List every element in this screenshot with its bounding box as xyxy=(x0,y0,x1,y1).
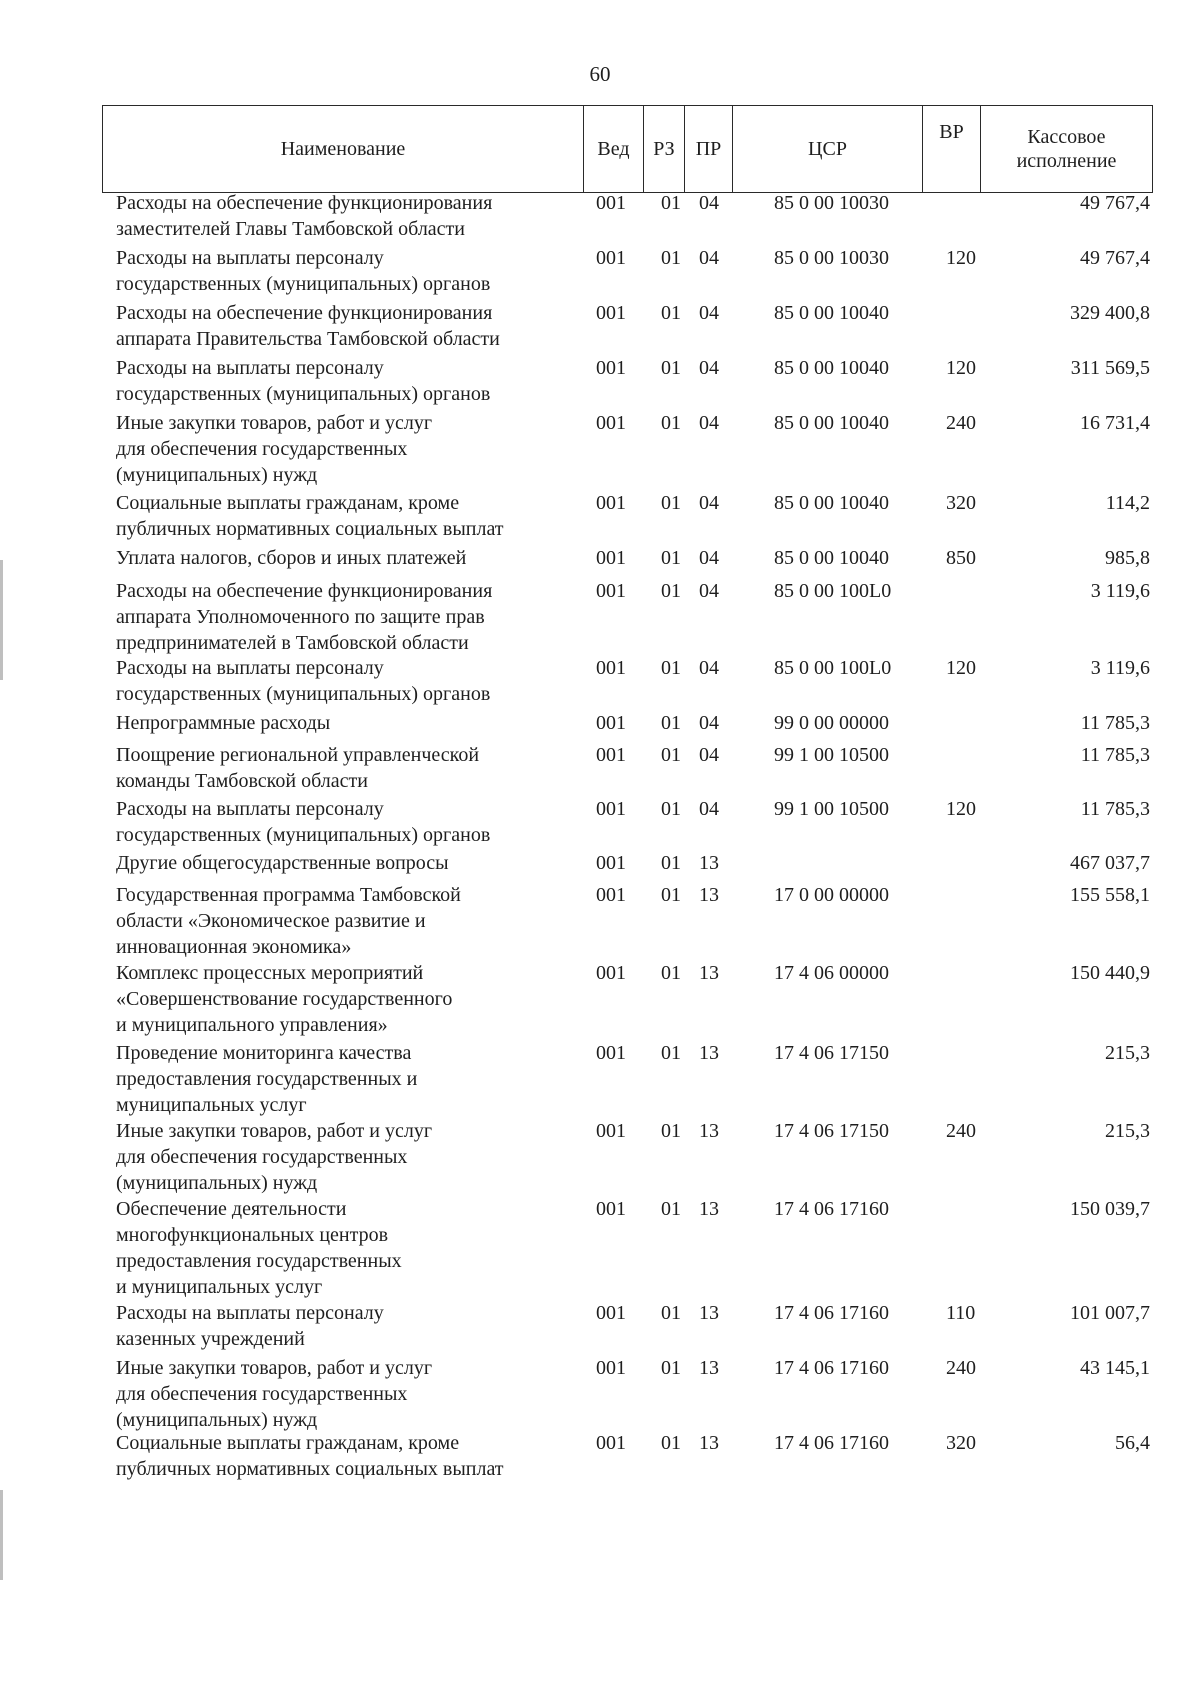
cell-csr: 17 0 00 00000 xyxy=(774,884,889,906)
cell-ved: 001 xyxy=(596,712,626,734)
cell-pr: 13 xyxy=(699,1120,719,1142)
cell-ved: 001 xyxy=(596,492,626,514)
cell-sum: 101 007,7 xyxy=(1070,1302,1150,1324)
cell-rz: 01 xyxy=(661,712,681,734)
cell-pr: 13 xyxy=(699,1432,719,1454)
cell-sum: 215,3 xyxy=(1105,1042,1150,1064)
header-vr: ВР xyxy=(923,106,981,193)
cell-rz: 01 xyxy=(661,798,681,820)
cell-sum: 467 037,7 xyxy=(1070,852,1150,874)
cell-name: Поощрение региональной управленческой команды Тамбовской области xyxy=(116,744,480,792)
cell-pr: 13 xyxy=(699,884,719,906)
cell-ved: 001 xyxy=(596,657,626,679)
cell-ved: 001 xyxy=(596,1357,626,1379)
cell-pr: 04 xyxy=(699,547,719,569)
cell-pr: 13 xyxy=(699,1198,719,1220)
cell-pr: 04 xyxy=(699,580,719,602)
cell-name: Другие общегосударственные вопросы xyxy=(116,852,449,874)
cell-rz: 01 xyxy=(661,657,681,679)
cell-ved: 001 xyxy=(596,547,626,569)
cell-name: Проведение мониторинга качества предоставления государственных и муниципальных услуг xyxy=(116,1042,418,1116)
cell-sum: 155 558,1 xyxy=(1070,884,1150,906)
cell-sum: 43 145,1 xyxy=(1080,1357,1150,1379)
cell-pr: 04 xyxy=(699,412,719,434)
cell-csr: 85 0 00 10040 xyxy=(774,492,889,514)
cell-ved: 001 xyxy=(596,744,626,766)
cell-pr: 13 xyxy=(699,1357,719,1379)
cell-ved: 001 xyxy=(596,580,626,602)
cell-pr: 13 xyxy=(699,852,719,874)
cell-rz: 01 xyxy=(661,357,681,379)
cell-sum: 114,2 xyxy=(1105,492,1150,514)
cell-name: Расходы на выплаты персоналу государственных (муниципальных) органов xyxy=(116,798,491,846)
cell-csr: 17 4 06 17160 xyxy=(774,1432,889,1454)
header-sum: Кассовое исполнение xyxy=(981,106,1153,193)
cell-sum: 311 569,5 xyxy=(1070,357,1150,379)
cell-rz: 01 xyxy=(661,547,681,569)
cell-pr: 04 xyxy=(699,357,719,379)
header-rz: РЗ xyxy=(644,106,685,193)
cell-rz: 01 xyxy=(661,1357,681,1379)
cell-pr: 04 xyxy=(699,798,719,820)
cell-sum: 49 767,4 xyxy=(1080,192,1150,214)
cell-sum: 985,8 xyxy=(1105,547,1150,569)
cell-vr: 120 xyxy=(946,247,976,269)
header-name: Наименование xyxy=(103,106,584,193)
cell-rz: 01 xyxy=(661,1120,681,1142)
cell-vr: 240 xyxy=(946,1120,976,1142)
cell-vr: 120 xyxy=(946,357,976,379)
scan-edge-mark xyxy=(0,1490,3,1580)
header-pr: ПР xyxy=(685,106,733,193)
cell-pr: 04 xyxy=(699,302,719,324)
cell-csr: 85 0 00 10040 xyxy=(774,357,889,379)
cell-csr: 85 0 00 10030 xyxy=(774,192,889,214)
header-ved: Вед xyxy=(584,106,644,193)
cell-ved: 001 xyxy=(596,1198,626,1220)
cell-name: Уплата налогов, сборов и иных платежей xyxy=(116,547,467,569)
cell-csr: 85 0 00 10040 xyxy=(774,412,889,434)
cell-name: Расходы на выплаты персоналу государственных (муниципальных) органов xyxy=(116,247,491,295)
cell-csr: 85 0 00 100L0 xyxy=(774,580,892,602)
cell-pr: 04 xyxy=(699,247,719,269)
cell-pr: 13 xyxy=(699,962,719,984)
cell-name: Расходы на обеспечение функционирования заместителей Главы Тамбовской области xyxy=(116,192,493,240)
cell-ved: 001 xyxy=(596,852,626,874)
cell-rz: 01 xyxy=(661,412,681,434)
cell-ved: 001 xyxy=(596,962,626,984)
cell-vr: 320 xyxy=(946,1432,976,1454)
cell-csr: 17 4 06 17150 xyxy=(774,1120,889,1142)
cell-sum: 150 039,7 xyxy=(1070,1198,1150,1220)
cell-ved: 001 xyxy=(596,302,626,324)
table-header xyxy=(102,105,1153,193)
cell-csr: 17 4 06 17150 xyxy=(774,1042,889,1064)
cell-name: Комплекс процессных мероприятий «Совершенствование государственного и муниципального управления» xyxy=(116,962,453,1036)
cell-csr: 85 0 00 100L0 xyxy=(774,657,892,679)
cell-rz: 01 xyxy=(661,580,681,602)
cell-sum: 49 767,4 xyxy=(1080,247,1150,269)
header-csr: ЦСР xyxy=(733,106,923,193)
cell-sum: 11 785,3 xyxy=(1080,798,1150,820)
cell-sum: 56,4 xyxy=(1115,1432,1150,1454)
cell-ved: 001 xyxy=(596,1302,626,1324)
cell-ved: 001 xyxy=(596,247,626,269)
cell-csr: 17 4 06 17160 xyxy=(774,1198,889,1220)
cell-ved: 001 xyxy=(596,1120,626,1142)
cell-pr: 13 xyxy=(699,1042,719,1064)
cell-csr: 85 0 00 10040 xyxy=(774,302,889,324)
cell-rz: 01 xyxy=(661,192,681,214)
cell-sum: 215,3 xyxy=(1105,1120,1150,1142)
cell-rz: 01 xyxy=(661,247,681,269)
cell-rz: 01 xyxy=(661,852,681,874)
cell-rz: 01 xyxy=(661,884,681,906)
cell-sum: 16 731,4 xyxy=(1080,412,1150,434)
cell-pr: 04 xyxy=(699,192,719,214)
cell-name: Расходы на выплаты персоналу казенных учреждений xyxy=(116,1302,384,1350)
cell-sum: 329 400,8 xyxy=(1070,302,1150,324)
cell-vr: 240 xyxy=(946,412,976,434)
cell-vr: 320 xyxy=(946,492,976,514)
cell-name: Непрограммные расходы xyxy=(116,712,331,734)
cell-vr: 120 xyxy=(946,798,976,820)
cell-csr: 85 0 00 10030 xyxy=(774,247,889,269)
page-number: 60 xyxy=(589,62,611,86)
cell-ved: 001 xyxy=(596,357,626,379)
cell-sum: 3 119,6 xyxy=(1090,580,1150,602)
cell-sum: 3 119,6 xyxy=(1090,657,1150,679)
cell-csr: 99 0 00 00000 xyxy=(774,712,889,734)
cell-csr: 99 1 00 10500 xyxy=(774,744,889,766)
cell-ved: 001 xyxy=(596,884,626,906)
cell-name: Расходы на обеспечение функционирования аппарата Правительства Тамбовской области xyxy=(116,302,500,350)
cell-rz: 01 xyxy=(661,744,681,766)
cell-name: Расходы на выплаты персоналу государственных (муниципальных) органов xyxy=(116,357,491,405)
cell-csr: 99 1 00 10500 xyxy=(774,798,889,820)
cell-pr: 04 xyxy=(699,712,719,734)
cell-ved: 001 xyxy=(596,798,626,820)
cell-ved: 001 xyxy=(596,1042,626,1064)
cell-sum: 11 785,3 xyxy=(1080,744,1150,766)
cell-pr: 13 xyxy=(699,1302,719,1324)
cell-name: Социальные выплаты гражданам, кроме публичных нормативных социальных выплат xyxy=(116,1432,504,1480)
scan-edge-mark xyxy=(0,560,3,680)
cell-rz: 01 xyxy=(661,1302,681,1324)
cell-pr: 04 xyxy=(699,744,719,766)
cell-name: Социальные выплаты гражданам, кроме публичных нормативных социальных выплат xyxy=(116,492,504,540)
cell-sum: 11 785,3 xyxy=(1080,712,1150,734)
cell-ved: 001 xyxy=(596,412,626,434)
cell-vr: 850 xyxy=(946,547,976,569)
cell-name: Расходы на выплаты персоналу государственных (муниципальных) органов xyxy=(116,657,491,705)
cell-pr: 04 xyxy=(699,492,719,514)
cell-name: Расходы на обеспечение функционирования аппарата Уполномоченного по защите прав предпринимателей в Тамбовской области xyxy=(116,580,493,654)
cell-name: Иные закупки товаров, работ и услуг для обеспечения государственных (муниципальных) нужд xyxy=(116,412,433,486)
cell-rz: 01 xyxy=(661,962,681,984)
cell-csr: 17 4 06 17160 xyxy=(774,1357,889,1379)
cell-csr: 17 4 06 17160 xyxy=(774,1302,889,1324)
cell-rz: 01 xyxy=(661,492,681,514)
cell-pr: 04 xyxy=(699,657,719,679)
cell-vr: 120 xyxy=(946,657,976,679)
cell-rz: 01 xyxy=(661,1198,681,1220)
cell-name: Обеспечение деятельности многофункциональных центров предоставления государственных и муниципальных услуг xyxy=(116,1198,402,1298)
cell-name: Иные закупки товаров, работ и услуг для обеспечения государственных (муниципальных) нужд xyxy=(116,1120,433,1194)
cell-ved: 001 xyxy=(596,1432,626,1454)
cell-rz: 01 xyxy=(661,302,681,324)
cell-ved: 001 xyxy=(596,192,626,214)
cell-csr: 17 4 06 00000 xyxy=(774,962,889,984)
cell-rz: 01 xyxy=(661,1432,681,1454)
cell-name: Иные закупки товаров, работ и услуг для обеспечения государственных (муниципальных) нужд xyxy=(116,1357,433,1431)
cell-sum: 150 440,9 xyxy=(1070,962,1150,984)
cell-rz: 01 xyxy=(661,1042,681,1064)
cell-vr: 240 xyxy=(946,1357,976,1379)
cell-vr: 110 xyxy=(946,1302,976,1324)
cell-name: Государственная программа Тамбовской области «Экономическое развитие и инновационная экономика» xyxy=(116,884,461,958)
cell-csr: 85 0 00 10040 xyxy=(774,547,889,569)
